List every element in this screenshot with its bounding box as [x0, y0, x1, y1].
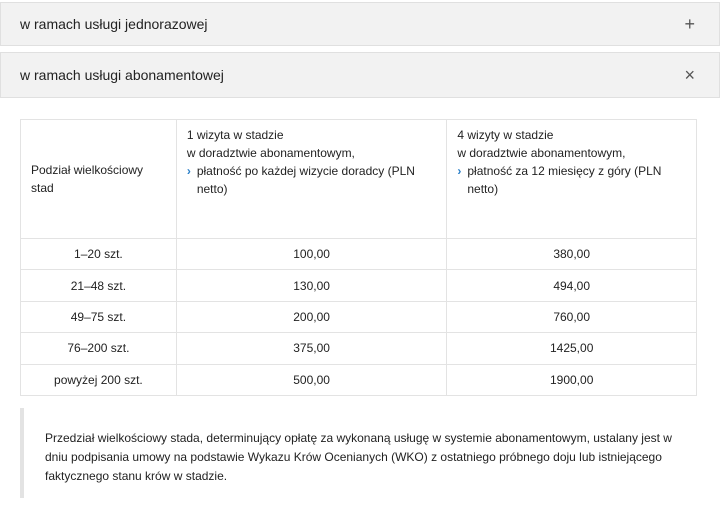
price-cell: 100,00	[176, 239, 447, 270]
herd-size-cell: 1–20 szt.	[21, 239, 177, 270]
header-line: w doradztwie abonamentowym,	[186, 146, 355, 160]
accordion-subscription-service[interactable]	[0, 52, 720, 98]
table-header-row	[21, 120, 697, 239]
chevron-right-icon: ›	[457, 164, 462, 178]
price-cell: 1900,00	[447, 364, 697, 395]
herd-size-cell: powyżej 200 szt.	[21, 364, 177, 395]
table-row	[21, 301, 697, 332]
accordion-one-time-service[interactable]	[0, 2, 720, 46]
price-table	[20, 119, 697, 396]
herd-size-cell: 76–200 szt.	[21, 333, 177, 364]
price-cell: 494,00	[447, 270, 697, 301]
table-row	[21, 270, 697, 301]
header-bullet: płatność po każdej wizycie doradcy (PLN netto)	[196, 164, 415, 196]
herd-size-cell: 49–75 szt.	[21, 301, 177, 332]
accordion-title: w ramach usługi jednorazowej	[20, 16, 208, 32]
header-line: 1 wizyta w stadzie	[186, 128, 284, 142]
chevron-right-icon: ›	[186, 164, 191, 178]
header-line: w doradztwie abonamentowym,	[457, 146, 626, 160]
price-cell: 375,00	[176, 333, 447, 364]
price-cell: 500,00	[176, 364, 447, 395]
header-one-visit	[176, 120, 447, 239]
price-cell: 760,00	[447, 301, 697, 332]
price-cell: 380,00	[447, 239, 697, 270]
price-cell: 1425,00	[447, 333, 697, 364]
header-four-visits	[447, 120, 697, 239]
table-row	[21, 333, 697, 364]
accordion-title: w ramach usługi abonamentowej	[20, 67, 224, 83]
herd-size-cell: 21–48 szt.	[21, 270, 177, 301]
info-note: Przedział wielkościowy stada, determinujący opłatę za wykonaną usługę w systemie abonamentowym, ustalany jest w dniu podpisania umowy na podstawie Wykazu Krów Ocenianych (WKO) z ostatniego próbnego doju lub istniejącego faktycznego stanu krów w stadzie.	[20, 408, 696, 498]
price-cell: 200,00	[176, 301, 447, 332]
header-herd-size: Podział wielkościowy stad	[21, 120, 177, 239]
header-bullet: płatność za 12 miesięcy z góry (PLN netto)	[467, 164, 662, 196]
price-cell: 130,00	[176, 270, 447, 301]
close-icon[interactable]: ×	[684, 64, 695, 85]
table-row	[21, 364, 697, 395]
table-row	[21, 239, 697, 270]
plus-icon[interactable]: +	[684, 13, 695, 34]
header-line: 4 wizyty w stadzie	[457, 128, 554, 142]
